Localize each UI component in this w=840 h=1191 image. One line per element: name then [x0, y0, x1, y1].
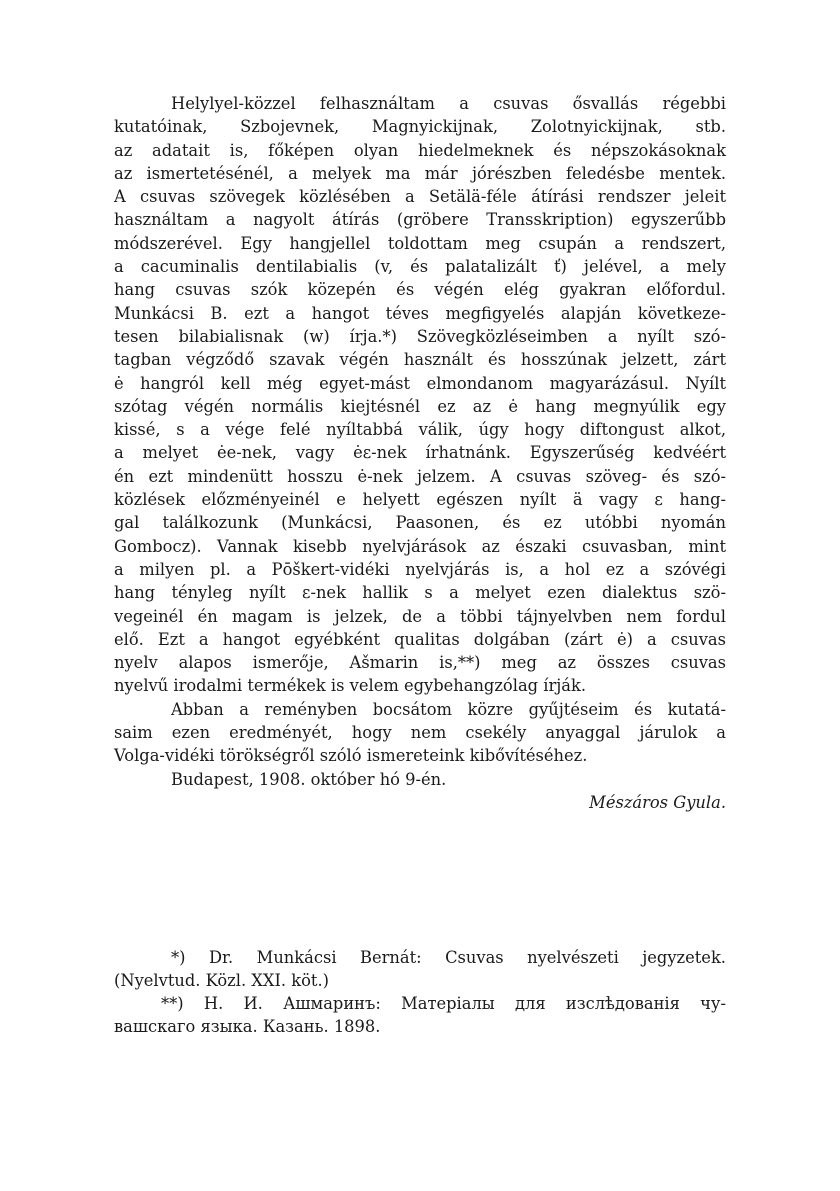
text-line: használtam a nagyolt átírás (gröbere Transskription) egyszerűbb: [114, 210, 726, 230]
text-line: Helylyel-közzel felhasználtam a csuvas ősvallás régebbi: [171, 94, 726, 113]
text-line: az ismertetésénél, a melyek ma már jórészben feledésbe mentek.: [114, 163, 726, 183]
paragraph-1: [114, 92, 726, 698]
paragraph-2: [114, 698, 726, 768]
footnotes: [114, 946, 726, 1038]
text-line: elő. Ezt a hangot egyébként qualitas dolgában (zárt ė) a csuvas: [114, 629, 726, 649]
text-line: Munkácsi B. ezt a hangot téves megfigyelés alapján következe-: [114, 303, 726, 323]
text-line: nyelv alapos ismerője, Ašmarin is,**) meg az összes csuvas: [114, 653, 726, 673]
text-line: saim ezen eredményét, hogy nem csekély anyaggal járulok a: [114, 723, 726, 743]
text-line: Gombocz). Vannak kisebb nyelvjárások az északi csuvasban, mint: [114, 536, 726, 556]
text-line: az adatait is, főképen olyan hiedelmeknek és népszokásoknak: [114, 140, 726, 160]
text-line: Abban a reményben bocsátom közre gyűjtéseim és kutatá-: [171, 699, 726, 719]
text-line: ė hangról kell még egyet-mást elmondanom magyarázásul. Nyílt: [114, 373, 726, 393]
text-line: gal találkozunk (Munkácsi, Paasonen, és ez utóbbi nyomán: [114, 513, 726, 533]
text-line: hang tényleg nyílt ε-nek hallik s a melyet ezen dialektus szö-: [114, 583, 726, 603]
text-line: közlések előzményeinél e helyett egészen nyílt ä vagy ε hang-: [114, 490, 726, 510]
signature: Mészáros Gyula.: [589, 792, 726, 812]
text-line: módszerével. Egy hangjellel toldottam meg csupán a rendszert,: [114, 233, 726, 253]
text-line: A csuvas szövegek közlésében a Setälä-féle átírási rendszer jeleit: [114, 187, 726, 207]
text-line: nyelvű irodalmi termékek is velem egybehangzólag írják.: [114, 676, 587, 696]
text-line: a melyet ėe-nek, vagy ėε-nek írhatnánk. Egyszerűség kedvéért: [114, 443, 726, 463]
text-line: kutatóinak, Szbojevnek, Magnyickijnak, Zolotnyickijnak, stb.: [114, 117, 726, 137]
text-line: kissé, s a vége felé nyíltabbá válik, úgy hogy diftongust alkot,: [114, 420, 726, 440]
footnote-1: *) Dr. Munkácsi Bernát: Csuvas nyelvészeti jegyzetek.: [171, 948, 726, 967]
text-line: tesen bilabialisnak (w) írja.*) Szövegközléseimben a nyílt szó-: [114, 326, 726, 346]
text-line: tagban végződő szavak végén használt és hosszúnak jelzett, zárt: [114, 350, 726, 370]
text-line: én ezt mindenütt hosszu ė-nek jelzem. A csuvas szöveg- és szó-: [114, 466, 726, 486]
text-line: Volga-vidéki törökségről szóló ismereteink kibővítéséhez.: [114, 746, 588, 766]
footnote-2: **) Н. И. Ашмаринъ: Матеріалы для изслѣдованія чу-: [161, 994, 726, 1013]
text-line: szótag végén normális kiejtésnél ez az ė hang megnyúlik egy: [114, 396, 726, 416]
footnote-1-continuation: (Nyelvtud. Közl. XXI. köt.): [114, 971, 330, 990]
text-line: a milyen pl. a Pōškert-vidéki nyelvjárás is, a hol ez a szóvégi: [114, 559, 726, 579]
text-line: hang csuvas szók közepén és végén elég gyakran előfordul.: [114, 280, 726, 300]
text-line: vegeinél én magam is jelzek, de a többi tájnyelvben nem fordul: [114, 606, 726, 626]
dateline: Budapest, 1908. október hó 9-én.: [171, 769, 447, 789]
main-text: [114, 92, 726, 814]
text-line: a cacuminalis dentilabialis (v, és palatalizált ť) jelével, a mely: [114, 257, 726, 277]
footnote-2-continuation: вашскаго языка. Казань. 1898.: [114, 1017, 381, 1036]
